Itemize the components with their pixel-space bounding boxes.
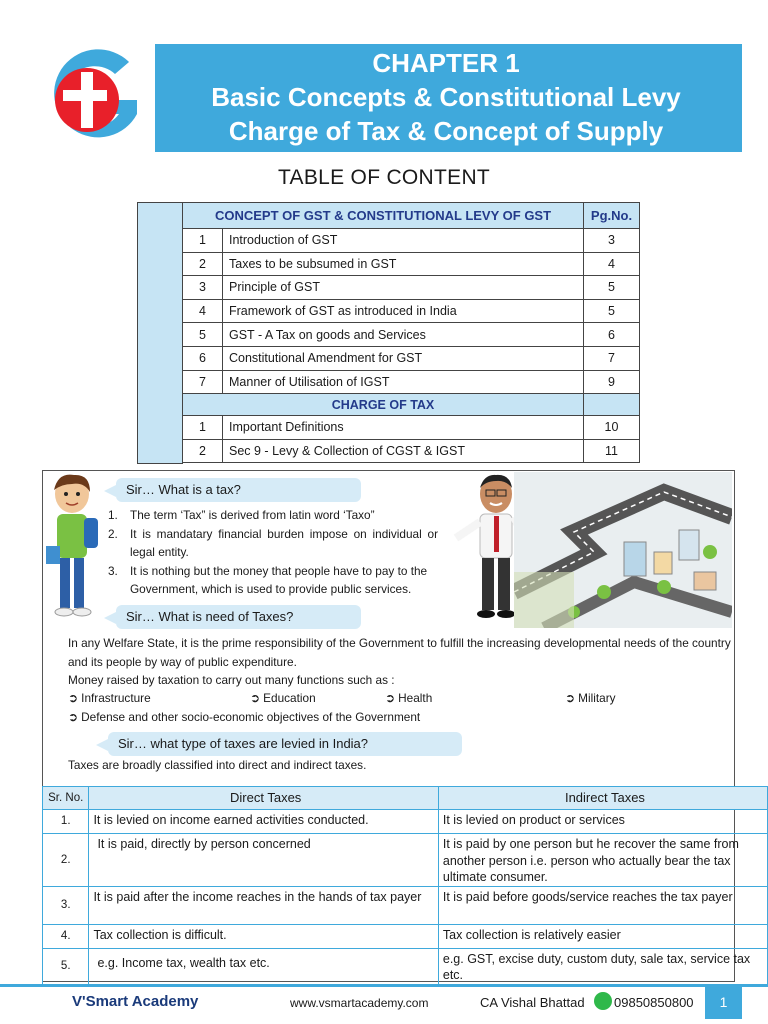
table-row (43, 834, 768, 887)
taxes-comparison-table (42, 786, 768, 985)
cell-indirect: It is paid by one person but he recover the same from another person i.e. person who actually bear the tax ultimate consumer. (438, 834, 767, 887)
col-header-direct: Direct Taxes (89, 787, 438, 810)
question-bubble-1 (116, 478, 361, 502)
toc-topic: Manner of Utilisation of IGST (223, 370, 584, 394)
taxation-paragraph: Money raised by taxation to carry out many functions such as : (68, 673, 395, 687)
cell-direct: It is paid after the income reaches in the hands of tax payer (89, 886, 438, 924)
toc-table (182, 202, 640, 463)
cell-direct: e.g. Income tax, wealth tax etc. (89, 948, 438, 984)
toc-page: 6 (584, 323, 640, 347)
toc-topic: Framework of GST as introduced in India (223, 299, 584, 323)
toc-topic: Sec 9 - Levy & Collection of CGST & IGST (223, 439, 584, 463)
toc-no: 6 (183, 346, 223, 370)
table-row (43, 924, 768, 948)
list-number: 3. (108, 563, 118, 578)
toc-row[interactable] (183, 323, 640, 347)
list-number: 2. (108, 526, 118, 541)
question-text-3: Sir… what type of taxes are levied in India? (118, 736, 369, 751)
toc-no: 4 (183, 299, 223, 323)
chapter-title-line-2: Charge of Tax & Concept of Supply (228, 116, 664, 146)
list-item (108, 562, 468, 599)
footer-website-link[interactable]: www.vsmartacademy.com (290, 996, 429, 1010)
function-defense: ➲ Defense and other socio-economic objectives of the Government (68, 710, 421, 724)
footer-author: CA Vishal Bhattad (480, 995, 585, 1010)
footer-phone: 09850850800 (614, 995, 694, 1010)
student-illustration-icon (44, 472, 102, 620)
brand-logo-icon (33, 44, 155, 152)
toc-no: 1 (183, 229, 223, 253)
page-footer (0, 984, 768, 1024)
cell-indirect: It is levied on product or services (438, 810, 767, 834)
toc-row[interactable] (183, 252, 640, 276)
footer-brand: V'Smart Academy (72, 993, 199, 1010)
function-infrastructure: ➲ Infrastructure (68, 691, 151, 705)
cell-sr: 3. (43, 886, 89, 924)
cell-sr: 1. (43, 810, 89, 834)
toc-page: 4 (584, 252, 640, 276)
question-text-1: Sir… What is a tax? (126, 482, 241, 497)
toc-title: TABLE OF CONTENT (277, 166, 491, 189)
toc-section-heading-2-pg (584, 394, 640, 416)
page-number: 1 (705, 987, 742, 1019)
city-road-illustration-icon (514, 472, 732, 628)
whatsapp-icon (594, 992, 612, 1010)
list-item (108, 506, 438, 525)
toc-row[interactable] (183, 346, 640, 370)
table-row (43, 948, 768, 984)
toc-no: 1 (183, 416, 223, 440)
function-health: ➲ Health (385, 691, 433, 705)
toc-row[interactable] (183, 229, 640, 253)
chapter-title-line-1: Basic Concepts & Constitutional Levy (211, 82, 681, 112)
toc-pg-label: Pg.No. (584, 203, 640, 229)
toc-no: 2 (183, 252, 223, 276)
toc-section-heading-1: CONCEPT OF GST & CONSTITUTIONAL LEVY OF GST (183, 203, 584, 229)
cell-sr: 5. (43, 948, 89, 984)
toc-page: 5 (584, 276, 640, 300)
cell-indirect: Tax collection is relatively easier (438, 924, 767, 948)
toc-row[interactable] (183, 370, 640, 394)
list-item (108, 525, 438, 562)
cell-direct: It is levied on income earned activities conducted. (89, 810, 438, 834)
list-text: It is nothing but the money that people have to pay to the Government, which is used to provide public services. (130, 563, 428, 596)
function-education: ➲ Education (250, 691, 316, 705)
toc-row[interactable] (183, 439, 640, 463)
toc-row[interactable] (183, 276, 640, 300)
toc-topic: GST - A Tax on goods and Services (223, 323, 584, 347)
cell-direct: It is paid, directly by person concerned (89, 834, 438, 887)
chapter-number: CHAPTER 1 (372, 48, 520, 78)
list-text: It is mandatary financial burden impose on individual or legal entity. (130, 526, 438, 559)
table-row (43, 886, 768, 924)
col-header-indirect: Indirect Taxes (438, 787, 767, 810)
answer-list-1 (108, 506, 438, 599)
cell-sr: 4. (43, 924, 89, 948)
toc-no: 5 (183, 323, 223, 347)
toc-row[interactable] (183, 416, 640, 440)
toc-page: 5 (584, 299, 640, 323)
toc-page: 3 (584, 229, 640, 253)
toc-page: 9 (584, 370, 640, 394)
table-row (43, 810, 768, 834)
toc-page: 7 (584, 346, 640, 370)
toc-no: 2 (183, 439, 223, 463)
list-text: The term ‘Tax” is derived from latin word ‘Taxo” (130, 508, 375, 522)
toc-topic: Taxes to be subsumed in GST (223, 252, 584, 276)
toc-topic: Principle of GST (223, 276, 584, 300)
toc-topic: Constitutional Amendment for GST (223, 346, 584, 370)
col-header-sr: Sr. No. (43, 787, 89, 810)
function-military: ➲ Military (565, 691, 616, 705)
tax-types-answer: Taxes are broadly classified into direct and indirect taxes. (68, 758, 367, 772)
welfare-paragraph: In any Welfare State, it is the prime responsibility of the Government to fulfill the increasing developmental needs of the country and its people by way of public expenditure. (68, 636, 731, 669)
cell-sr: 2. (43, 834, 89, 887)
cell-indirect: e.g. GST, excise duty, custom duty, sale tax, service tax etc. (438, 948, 767, 984)
toc-section-heading-2: CHARGE OF TAX (183, 394, 584, 416)
toc-topic: Important Definitions (223, 416, 584, 440)
list-number: 1. (108, 508, 118, 522)
toc-no: 7 (183, 370, 223, 394)
toc-topic: Introduction of GST (223, 229, 584, 253)
toc-page: 11 (584, 439, 640, 463)
question-bubble-2 (116, 605, 361, 629)
cell-direct: Tax collection is difficult. (89, 924, 438, 948)
chapter-title-block (150, 46, 742, 148)
toc-side-band (137, 202, 183, 464)
question-text-2: Sir… What is need of Taxes? (126, 609, 294, 624)
toc-page: 10 (584, 416, 640, 440)
cell-indirect: It is paid before goods/service reaches the tax payer (438, 886, 767, 924)
question-bubble-3 (108, 732, 462, 756)
toc-row[interactable] (183, 299, 640, 323)
toc-no: 3 (183, 276, 223, 300)
